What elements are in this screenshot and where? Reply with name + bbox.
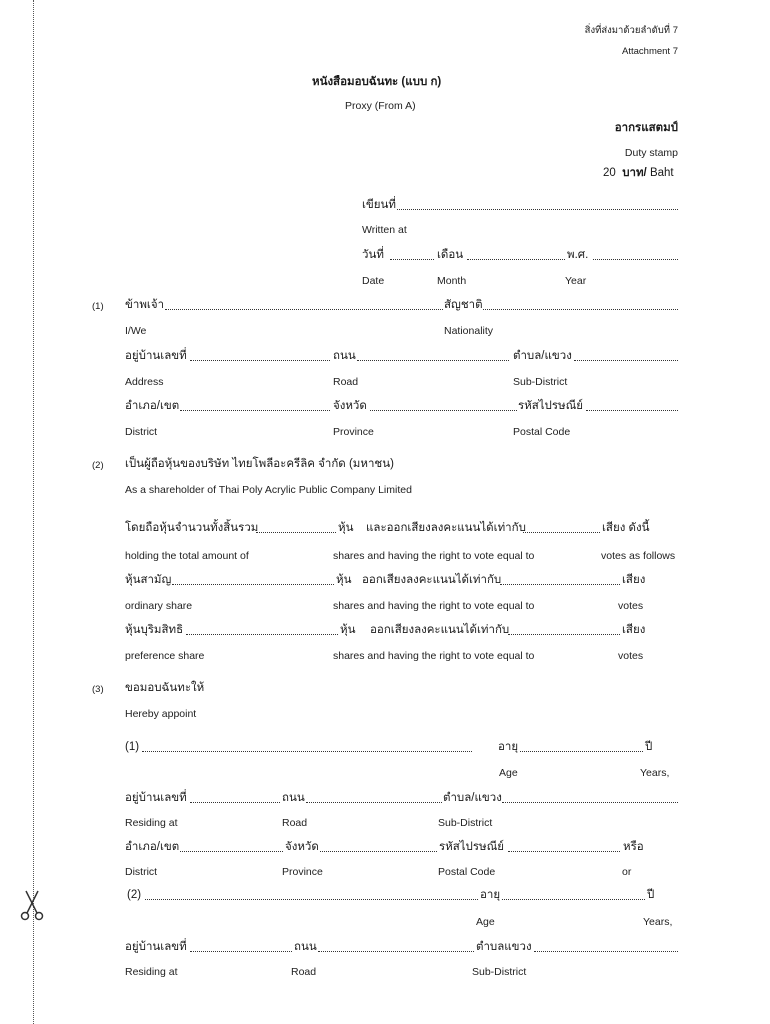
appoint-label-en: Hereby appoint (125, 708, 197, 720)
votes-follows-th: เสียง ดังนี้ (602, 522, 650, 534)
ordinary-votes-en: votes (618, 600, 644, 612)
stamp-currency-th: บาท/ (622, 167, 647, 179)
proxy-2-road-label-th: ถนน (294, 941, 317, 953)
subdistrict-label-en: Sub-District (513, 376, 568, 388)
proxy-1-postal-label-en: Postal Code (438, 866, 496, 878)
preference-shares-unit-th: หุ้น (340, 624, 356, 636)
district-field[interactable] (180, 410, 330, 411)
preference-shares-field[interactable] (186, 634, 338, 635)
district-label-en: District (125, 426, 158, 438)
total-shares-field[interactable] (256, 532, 336, 533)
proxy-2-residing-label-en: Residing at (125, 966, 178, 978)
proxy-2-address-field[interactable] (190, 951, 292, 952)
postal-label-th: รหัสไปรษณีย์ (518, 400, 584, 412)
proxy-2-years-en: Years, (643, 916, 673, 928)
written-at-field[interactable] (397, 209, 678, 210)
stamp-amount (603, 166, 674, 180)
road-label-th: ถนน (333, 350, 356, 362)
section-1-number: (1) (92, 301, 104, 312)
stamp-label-en: Duty stamp (624, 147, 678, 159)
preference-shares-vote-en: shares and having the right to vote equal to (333, 650, 535, 662)
preference-votes-field[interactable] (508, 634, 620, 635)
ordinary-votes-field[interactable] (500, 584, 620, 585)
scissors-icon (18, 888, 48, 922)
stamp-label-th: อากรแสตมป์ (614, 122, 678, 134)
proxy-1-road-field[interactable] (306, 802, 442, 803)
shares-unit-th: หุ้น (338, 522, 354, 534)
proxy-1-address-field[interactable] (190, 802, 280, 803)
proxy-2-subdistrict-field[interactable] (534, 951, 678, 952)
cut-line (33, 0, 34, 1024)
ordinary-shares-unit-th: หุ้น (336, 574, 352, 586)
proxy-1-years-en: Years, (640, 767, 670, 779)
proxy-2-age-field[interactable] (502, 899, 645, 900)
ordinary-vote-label-th: ออกเสียงลงคะแนนได้เท่ากับ (362, 574, 502, 586)
ordinary-label-en: ordinary share (125, 600, 193, 612)
proxy-1-age-field[interactable] (520, 751, 643, 752)
district-label-th: อำเภอ/เขต (125, 400, 180, 412)
proxy-1-number: (1) (125, 741, 140, 753)
proxy-1-road-label-en: Road (282, 817, 308, 829)
shares-vote-label-en: shares and having the right to vote equal to (333, 550, 535, 562)
proxy-1-province-field[interactable] (320, 851, 437, 852)
section-2-number: (2) (92, 460, 104, 471)
ordinary-votes-unit-th: เสียง (622, 574, 646, 586)
proxy-1-age-label-th: อายุ (498, 741, 519, 753)
preference-label-en: preference share (125, 650, 205, 662)
proxy-2-subdistrict-label-en: Sub-District (472, 966, 527, 978)
province-label-th: จังหวัด (333, 400, 367, 412)
proxy-2-road-field[interactable] (318, 951, 474, 952)
ordinary-shares-vote-en: shares and having the right to vote equal to (333, 600, 535, 612)
proxy-1-or-th: หรือ (623, 841, 644, 853)
form-title-en: Proxy (From A) (345, 100, 416, 112)
year-label-en: Year (565, 275, 587, 287)
proxy-1-province-label-th: จังหวัด (285, 841, 319, 853)
proxy-1-district-label-th: อำเภอ/เขต (125, 841, 180, 853)
ordinary-shares-field[interactable] (172, 584, 334, 585)
month-label-th: เดือน (437, 249, 464, 261)
subdistrict-field[interactable] (574, 360, 678, 361)
iwe-label-th: ข้าพเจ้า (125, 299, 165, 311)
proxy-2-residing-label-th: อยู่บ้านเลขที่ (125, 941, 187, 953)
proxy-2-road-label-en: Road (291, 966, 317, 978)
ordinary-label-th: หุ้นสามัญ (125, 574, 172, 586)
proxy-1-or-en: or (622, 866, 632, 878)
proxy-1-road-label-th: ถนน (282, 792, 305, 804)
road-label-en: Road (333, 376, 359, 388)
province-field[interactable] (370, 410, 517, 411)
attachment-label-th: สิ่งที่ส่งมาด้วยลำดับที่ 7 (584, 25, 678, 36)
postal-field[interactable] (586, 410, 678, 411)
proxy-1-district-field[interactable] (180, 851, 283, 852)
postal-label-en: Postal Code (513, 426, 571, 438)
attachment-label-en: Attachment 7 (622, 46, 678, 57)
proxy-2-number: (2) (127, 889, 142, 901)
proxy-1-name-field[interactable] (142, 751, 472, 752)
province-label-en: Province (333, 426, 374, 438)
proxy-1-years-th: ปี (645, 741, 653, 753)
proxy-1-residing-label-th: อยู่บ้านเลขที่ (125, 792, 187, 804)
date-field[interactable] (390, 259, 434, 260)
nationality-field[interactable] (483, 309, 678, 310)
form-title-th: หนังสือมอบฉันทะ (แบบ ก) (312, 76, 442, 88)
proxy-2-age-label-th: อายุ (480, 889, 501, 901)
stamp-amount-value: 20 (603, 167, 616, 179)
preference-votes-en: votes (618, 650, 644, 662)
total-shares-label-th: โดยถือหุ้นจำนวนทั้งสิ้นรวม (125, 522, 259, 534)
section-3-number: (3) (92, 684, 104, 695)
date-label-en: Date (362, 275, 385, 287)
preference-votes-unit-th: เสียง (622, 624, 646, 636)
nationality-label-th: สัญชาติ (444, 299, 483, 311)
month-field[interactable] (467, 259, 565, 260)
vote-label-th: และออกเสียงลงคะแนนได้เท่ากับ (366, 522, 526, 534)
month-label-en: Month (437, 275, 467, 287)
preference-label-th: หุ้นบุริมสิทธิ (125, 624, 184, 636)
shareholder-label-en: As a shareholder of Thai Poly Acrylic Public Company Limited (125, 484, 412, 496)
address-label-th: อยู่บ้านเลขที่ (125, 350, 187, 362)
road-field[interactable] (357, 360, 509, 361)
subdistrict-label-th: ตำบล/แขวง (513, 350, 572, 362)
proxy-1-residing-label-en: Residing at (125, 817, 178, 829)
proxy-1-subdistrict-field[interactable] (502, 802, 678, 803)
proxy-1-province-label-en: Province (282, 866, 323, 878)
written-at-label-th: เขียนที่ (362, 199, 396, 211)
proxy-1-subdistrict-label-th: ตำบล/แขวง (443, 792, 502, 804)
iwe-field[interactable] (165, 309, 443, 310)
proxy-1-postal-label-th: รหัสไปรษณีย์ (439, 841, 505, 853)
written-at-label-en: Written at (362, 224, 407, 236)
proxy-1-postal-field[interactable] (508, 851, 620, 852)
nationality-label-en: Nationality (444, 325, 494, 337)
total-shares-label-en: holding the total amount of (125, 550, 249, 562)
year-field[interactable] (593, 259, 678, 260)
total-votes-field[interactable] (523, 532, 600, 533)
proxy-1-age-label-en: Age (499, 767, 518, 779)
votes-follows-en: votes as follows (601, 550, 676, 562)
preference-vote-label-th: ออกเสียงลงคะแนนได้เท่ากับ (370, 624, 510, 636)
address-field[interactable] (190, 360, 330, 361)
date-label-th: วันที่ (362, 249, 384, 261)
stamp-currency-en: Baht (649, 167, 674, 179)
iwe-label-en: I/We (125, 325, 147, 337)
proxy-1-subdistrict-label-en: Sub-District (438, 817, 493, 829)
appoint-label-th: ขอมอบฉันทะให้ (125, 682, 205, 694)
proxy-2-subdistrict-label-th: ตำบลแขวง (476, 941, 532, 953)
proxy-1-district-label-en: District (125, 866, 158, 878)
proxy-2-name-field[interactable] (145, 899, 478, 900)
proxy-2-years-th: ปี (647, 889, 655, 901)
year-label-th: พ.ศ. (567, 249, 589, 261)
address-label-en: Address (125, 376, 164, 388)
shareholder-label-th: เป็นผู้ถือหุ้นของบริษัท ไทยโพลีอะครีลิค จำกัด (มหาชน) (125, 458, 394, 470)
proxy-2-age-label-en: Age (476, 916, 495, 928)
